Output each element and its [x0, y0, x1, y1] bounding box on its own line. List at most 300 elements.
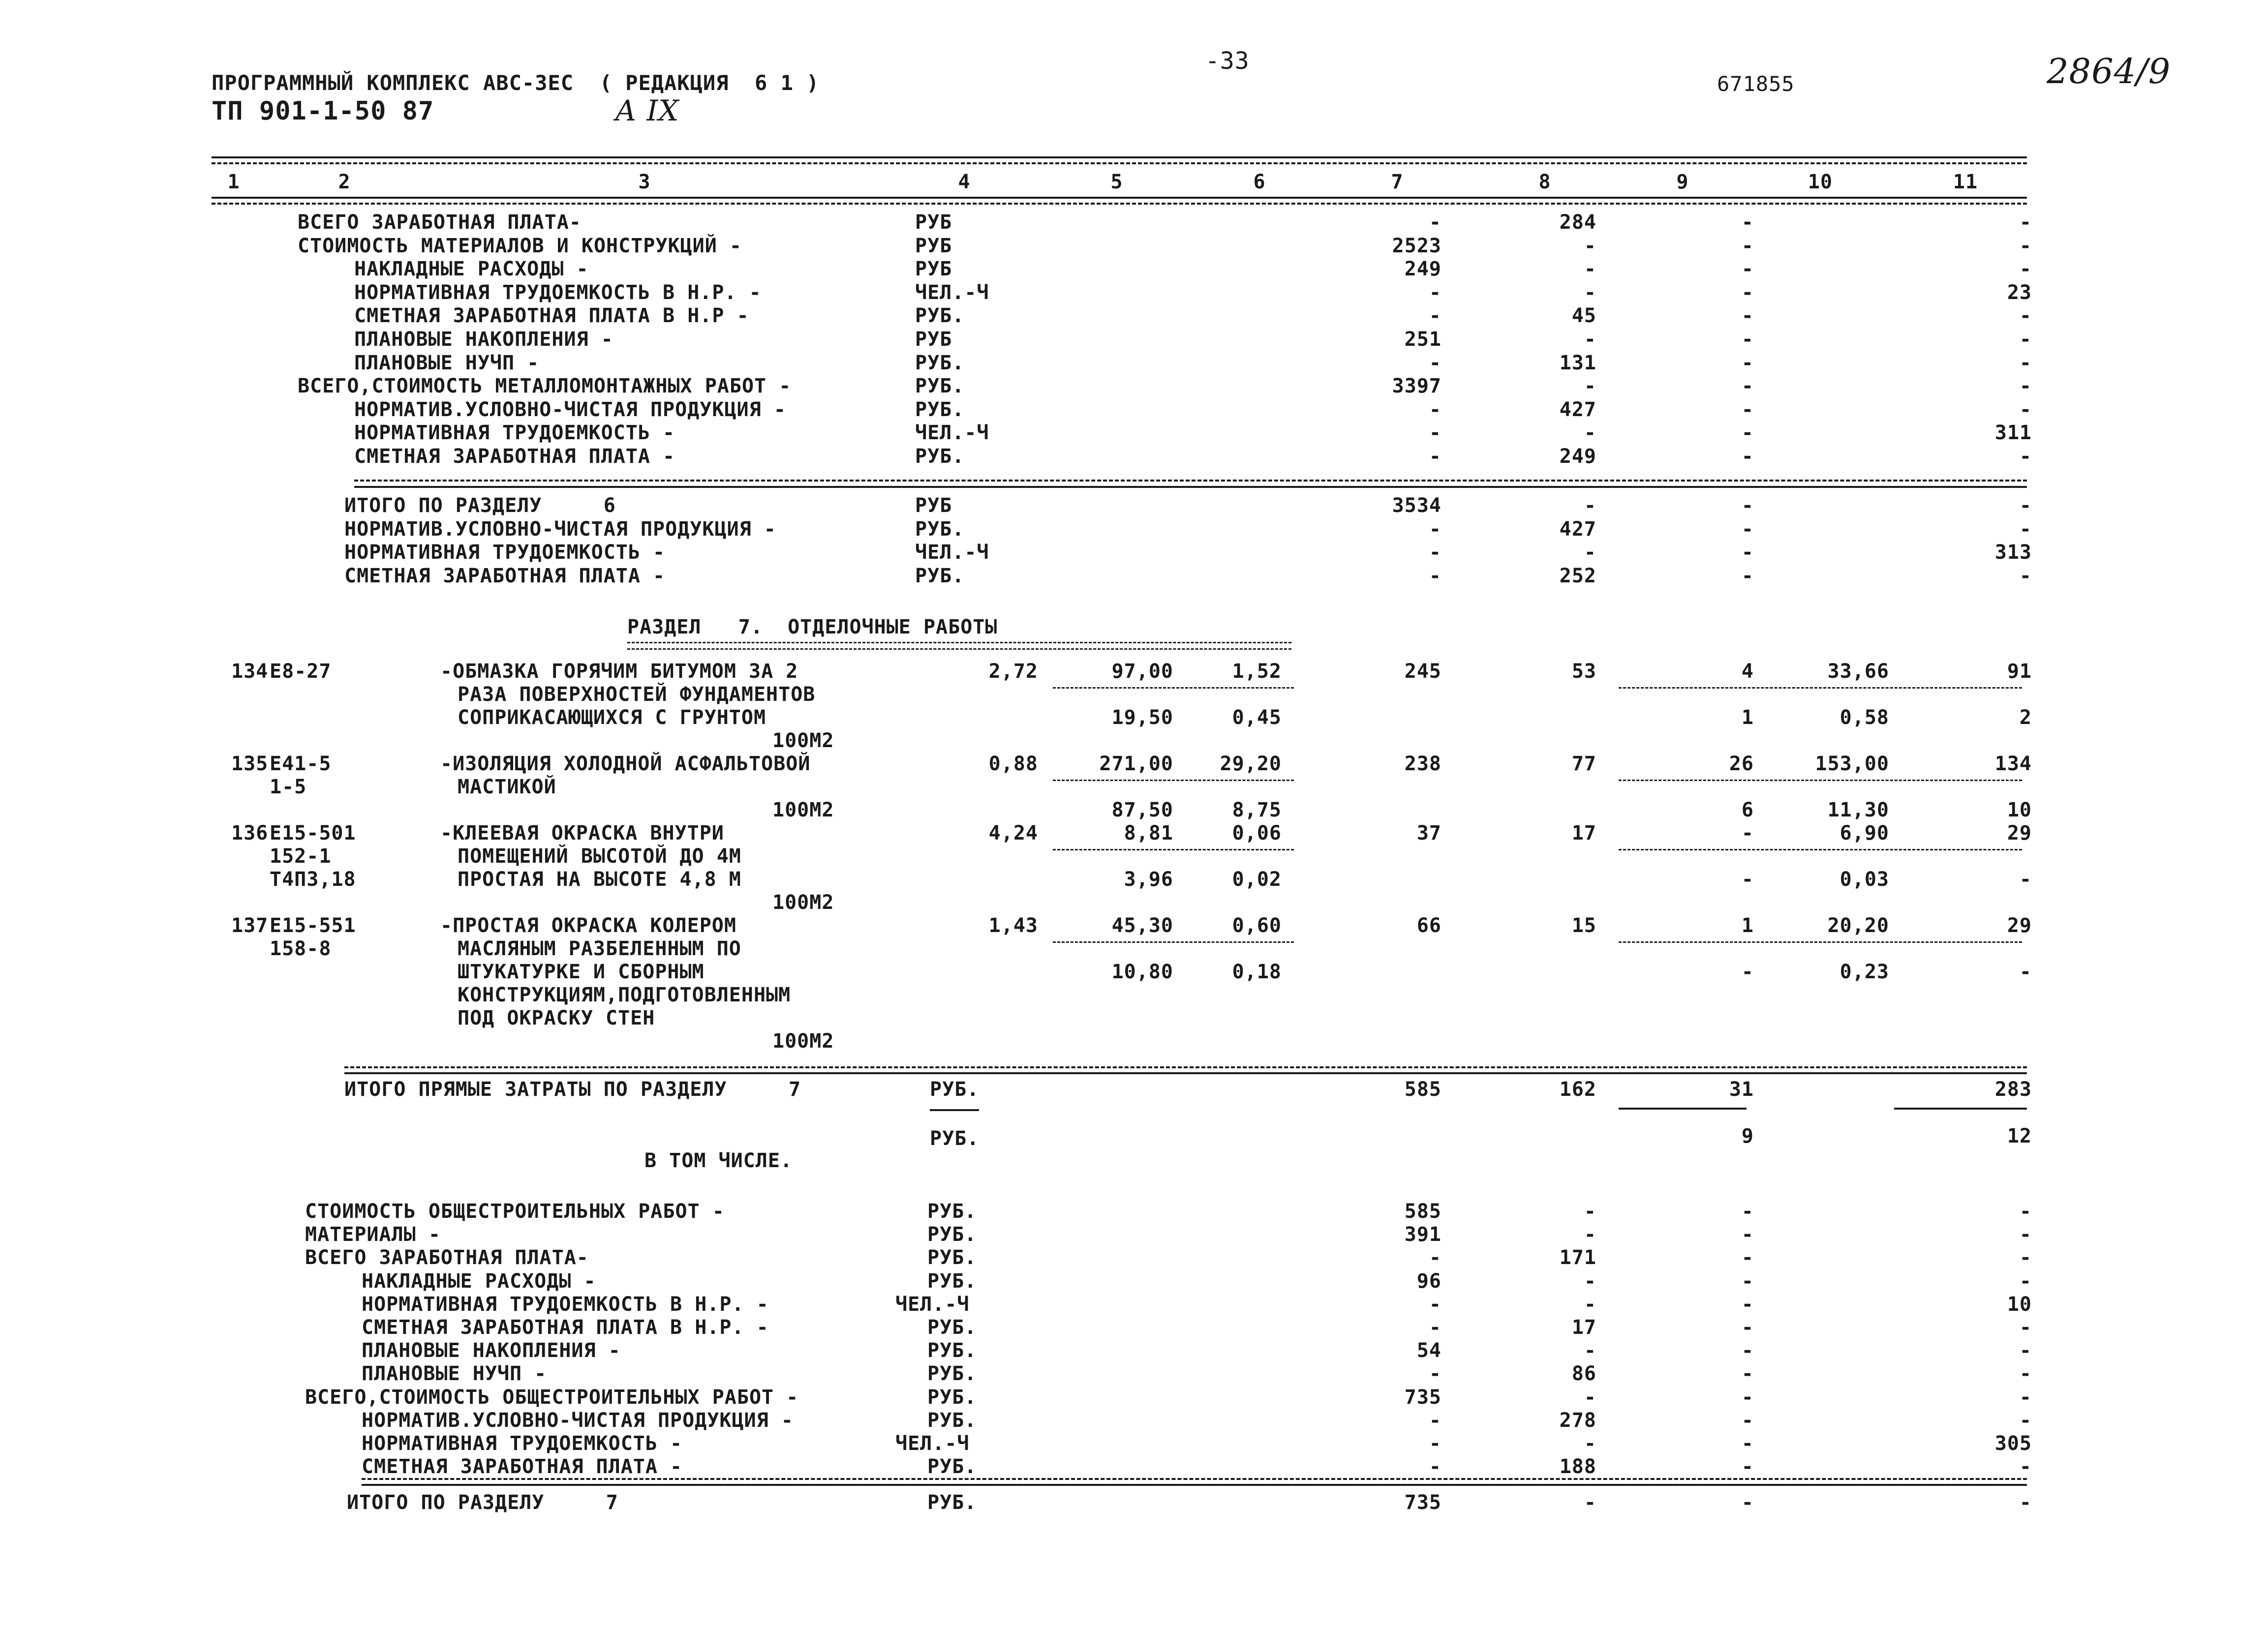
item-code: 1-5	[270, 776, 307, 798]
item-c9: -	[1741, 822, 1754, 845]
section7-title-underline	[627, 642, 1291, 643]
upper-row-c9: -	[1741, 351, 1754, 374]
upper-row-label: НАКЛАДНЫЕ РАСХОДЫ -	[354, 258, 589, 281]
upper-row-unit: РУБ	[915, 328, 952, 351]
item-description: -ОБМАЗКА ГОРЯЧИМ БИТУМОМ ЗА 2	[440, 660, 798, 683]
lower-row-unit: ЧЕЛ.-Ч	[895, 1293, 970, 1316]
lower-row-label: ВСЕГО,СТОИМОСТЬ ОБЩЕСТРОИТЕЛЬНЫХ РАБОТ -	[305, 1386, 799, 1409]
lower-row-c8: 86	[1571, 1362, 1596, 1386]
upper-row-c8: -	[1584, 281, 1596, 304]
item-divider	[1619, 687, 2022, 689]
column-number: 1	[227, 171, 240, 193]
upper-row-c8: 131	[1559, 351, 1596, 374]
lower-block-rule	[362, 1478, 2027, 1480]
section6-c7: -	[1429, 541, 1441, 564]
item-c8: 17	[1571, 822, 1596, 845]
lower-row-c7: 54	[1416, 1339, 1441, 1362]
section6-c8: -	[1584, 494, 1596, 517]
section6-c8: -	[1584, 541, 1596, 564]
section6-label: НОРМАТИВ.УСЛОВНО-ЧИСТАЯ ПРОДУКЦИЯ -	[344, 517, 776, 541]
column-number: 11	[1953, 171, 1978, 193]
lower-row-c11: -	[2019, 1316, 2032, 1339]
lower-row-c7: -	[1429, 1246, 1441, 1269]
item-unit: 100М2	[772, 729, 834, 752]
item-number: 136	[231, 822, 269, 845]
upper-row-c8: -	[1584, 422, 1596, 445]
section6-c11: -	[2019, 494, 2032, 517]
upper-block-rule-2	[354, 486, 2027, 488]
item-description: СОПРИКАСАЮЩИХСЯ С ГРУНТОМ	[458, 706, 766, 729]
item-code: Е41-5	[270, 753, 332, 775]
upper-row-c8: 45	[1571, 304, 1596, 328]
lower-row-c9: -	[1741, 1455, 1754, 1478]
item-c9: 1	[1741, 706, 1754, 729]
lower-row-label: ВСЕГО ЗАРАБОТНАЯ ПЛАТА-	[305, 1246, 589, 1269]
item-number: 137	[231, 914, 269, 937]
lower-row-c11: 305	[1994, 1432, 2032, 1455]
upper-row-label: НОРМАТИВНАЯ ТРУДОЕМКОСТЬ -	[354, 422, 675, 445]
item-c10: 0,03	[1839, 868, 1889, 891]
lower-row-c9: -	[1741, 1316, 1754, 1339]
item-unit-wage: 0,45	[1232, 706, 1282, 729]
item-quantity: 2,72	[988, 660, 1038, 683]
upper-row-label: СМЕТНАЯ ЗАРАБОТНАЯ ПЛАТА -	[354, 445, 675, 468]
item-c10: 0,23	[1839, 961, 1889, 983]
lower-row-c8: -	[1584, 1200, 1596, 1223]
item-unit-cost: 45,30	[1111, 914, 1173, 937]
section7-total-c11: -	[2019, 1491, 2032, 1514]
lower-row-c8: 188	[1559, 1455, 1596, 1478]
upper-row-c8: 284	[1559, 211, 1596, 234]
item-c8: 53	[1571, 660, 1596, 683]
project-stamp: А IX	[615, 94, 679, 127]
upper-row-c9: -	[1741, 375, 1754, 398]
item-description: КОНСТРУКЦИЯМ,ПОДГОТОВЛЕННЫМ	[458, 984, 791, 1006]
direct-total-rule-2	[344, 1072, 2027, 1074]
section7-title-underline-2	[627, 648, 1291, 650]
item-unit-wage: 0,60	[1232, 914, 1282, 937]
item-divider	[1619, 780, 2022, 781]
lower-row-unit: РУБ.	[927, 1200, 977, 1223]
upper-row-c9: -	[1741, 422, 1754, 445]
item-c9: 1	[1741, 914, 1754, 937]
direct-total-mark	[1619, 1108, 1747, 1110]
upper-row-c9: -	[1741, 234, 1754, 257]
item-c7: 245	[1404, 660, 1441, 683]
lower-row-c8: -	[1584, 1432, 1596, 1455]
item-divider	[1619, 849, 2022, 850]
item-unit-wage: 0,02	[1232, 868, 1282, 891]
upper-row-c7: 2523	[1392, 234, 1441, 257]
upper-row-unit: ЧЕЛ.-Ч	[915, 281, 989, 304]
direct-total-c8: 162	[1559, 1078, 1596, 1101]
lower-row-label: НОРМАТИВНАЯ ТРУДОЕМКОСТЬ В Н.Р. -	[362, 1293, 769, 1316]
upper-row-c11: -	[2019, 375, 2032, 398]
item-divider	[1053, 687, 1294, 689]
lower-row-c8: 278	[1559, 1409, 1596, 1432]
header-bottom-rule-2	[212, 203, 2027, 205]
upper-row-c8: -	[1584, 234, 1596, 257]
item-description: ПОД ОКРАСКУ СТЕН	[458, 1007, 655, 1029]
direct-total-rule	[344, 1066, 2027, 1068]
item-code: Т4П3,18	[270, 868, 356, 891]
item-c11: 134	[1994, 753, 2032, 775]
item-c9: 4	[1741, 660, 1754, 683]
item-quantity: 4,24	[988, 822, 1038, 845]
program-title: ПРОГРАММНЫЙ КОМПЛЕКС АВС-3ЕС ( РЕДАКЦИЯ 6 1 )	[212, 71, 820, 95]
item-c10: 33,66	[1827, 660, 1889, 683]
upper-row-label: ПЛАНОВЫЕ НУЧП -	[354, 351, 540, 374]
column-number: 4	[958, 171, 971, 193]
including-heading: В ТОМ ЧИСЛЕ.	[644, 1149, 793, 1172]
item-c9: 26	[1729, 753, 1754, 775]
column-number: 2	[338, 171, 351, 193]
lower-row-c11: -	[2019, 1386, 2032, 1409]
item-unit-wage: 29,20	[1220, 753, 1282, 775]
item-c7: 37	[1416, 822, 1441, 845]
lower-row-c8: -	[1584, 1223, 1596, 1246]
item-divider	[1053, 849, 1294, 850]
lower-row-c7: -	[1429, 1409, 1441, 1432]
upper-row-c7: 3397	[1392, 375, 1441, 398]
item-description: -ПРОСТАЯ ОКРАСКА КОЛЕРОМ	[440, 914, 736, 937]
lower-row-label: МАТЕРИАЛЫ -	[305, 1223, 441, 1246]
upper-row-c9: -	[1741, 258, 1754, 281]
item-divider	[1619, 941, 2022, 943]
column-number: 8	[1538, 171, 1551, 193]
lower-row-c7: -	[1429, 1293, 1441, 1316]
lower-row-c9: -	[1741, 1246, 1754, 1269]
item-c10: 11,30	[1827, 799, 1889, 821]
item-unit-cost: 10,80	[1111, 961, 1173, 983]
lower-row-c9: -	[1741, 1409, 1754, 1432]
item-divider	[1053, 941, 1294, 943]
direct-total-label: ИТОГО ПРЯМЫЕ ЗАТРАТЫ ПО РАЗДЕЛУ 7	[344, 1078, 801, 1101]
upper-row-c7: -	[1429, 304, 1441, 328]
lower-row-c8: -	[1584, 1339, 1596, 1362]
upper-row-label: СМЕТНАЯ ЗАРАБОТНАЯ ПЛАТА В Н.Р -	[354, 304, 749, 328]
section6-unit: РУБ.	[915, 564, 965, 587]
item-unit-wage: 8,75	[1232, 799, 1282, 821]
section6-label: НОРМАТИВНАЯ ТРУДОЕМКОСТЬ -	[344, 541, 666, 564]
upper-row-unit: ЧЕЛ.-Ч	[915, 422, 989, 445]
upper-row-c8: -	[1584, 328, 1596, 351]
upper-row-c8: 427	[1559, 398, 1596, 421]
item-c8: 77	[1571, 753, 1596, 775]
lower-row-label: ПЛАНОВЫЕ НУЧП -	[362, 1362, 547, 1386]
lower-row-unit: РУБ.	[927, 1386, 977, 1409]
item-unit-cost: 271,00	[1099, 753, 1173, 775]
item-unit-cost: 97,00	[1111, 660, 1173, 683]
section6-c9: -	[1741, 541, 1754, 564]
lower-row-c11: -	[2019, 1455, 2032, 1478]
item-code: Е8-27	[270, 660, 332, 683]
lower-row-c11: -	[2019, 1200, 2032, 1223]
upper-row-unit: РУБ.	[915, 304, 965, 328]
lower-row-c8: 17	[1571, 1316, 1596, 1339]
lower-row-c8: -	[1584, 1293, 1596, 1316]
section6-unit: РУБ	[915, 494, 952, 517]
header-top-rule-2	[212, 162, 2027, 164]
upper-row-c8: 249	[1559, 445, 1596, 468]
section6-c11: 313	[1994, 541, 2032, 564]
item-c7: 66	[1416, 914, 1441, 937]
upper-row-label: ВСЕГО,СТОИМОСТЬ МЕТАЛЛОМОНТАЖНЫХ РАБОТ -	[298, 375, 792, 398]
item-divider	[1053, 780, 1294, 781]
lower-row-unit: РУБ.	[927, 1269, 977, 1293]
lower-row-c11: 10	[2007, 1293, 2032, 1316]
section6-c11: -	[2019, 564, 2032, 587]
header-top-rule	[212, 156, 2027, 158]
upper-row-c11: -	[2019, 328, 2032, 351]
section6-label: ИТОГО ПО РАЗДЕЛУ 6	[344, 494, 616, 517]
item-unit-wage: 1,52	[1232, 660, 1282, 683]
upper-row-unit: РУБ.	[915, 398, 965, 421]
item-description: ШТУКАТУРКЕ И СБОРНЫМ	[458, 961, 705, 983]
lower-row-c7: -	[1429, 1455, 1441, 1478]
item-c10: 153,00	[1815, 753, 1889, 775]
lower-row-c9: -	[1741, 1293, 1754, 1316]
column-number: 10	[1808, 171, 1833, 193]
upper-row-c7: 249	[1404, 258, 1441, 281]
section7-title: РАЗДЕЛ 7. ОТДЕЛОЧНЫЕ РАБОТЫ	[627, 616, 998, 638]
item-c10: 20,20	[1827, 914, 1889, 937]
direct-total-c11: 283	[1994, 1078, 2032, 1101]
upper-row-c8: -	[1584, 258, 1596, 281]
item-description: ПОМЕЩЕНИЙ ВЫСОТОЙ ДО 4М	[458, 845, 741, 868]
item-code: 152-1	[270, 845, 332, 868]
handwritten-number: 2864/9	[2047, 51, 2171, 91]
item-number: 135	[231, 753, 269, 775]
item-description: МАСТИКОЙ	[458, 776, 556, 798]
lower-row-c11: -	[2019, 1223, 2032, 1246]
lower-row-c9: -	[1741, 1223, 1754, 1246]
section6-label: СМЕТНАЯ ЗАРАБОТНАЯ ПЛАТА -	[344, 564, 666, 587]
lower-row-c9: -	[1741, 1200, 1754, 1223]
upper-row-unit: РУБ.	[915, 375, 965, 398]
item-unit-wage: 0,18	[1232, 961, 1282, 983]
item-unit: 100М2	[772, 799, 834, 821]
project-code: ТП 901-1-50 87	[212, 96, 434, 126]
item-c11: 29	[2007, 914, 2032, 937]
item-unit-cost: 19,50	[1111, 706, 1173, 729]
upper-row-c11: 311	[1994, 422, 2032, 445]
item-c9: -	[1741, 868, 1754, 891]
item-c8: 15	[1571, 914, 1596, 937]
document-code: 671855	[1717, 72, 1795, 96]
lower-row-label: НОРМАТИВНАЯ ТРУДОЕМКОСТЬ -	[362, 1432, 683, 1455]
item-unit: 100М2	[772, 1030, 834, 1053]
column-number: 9	[1676, 171, 1689, 193]
upper-row-label: ВСЕГО ЗАРАБОТНАЯ ПЛАТА-	[298, 211, 582, 234]
direct-total-c11b: 12	[2007, 1125, 2032, 1147]
upper-row-c9: -	[1741, 445, 1754, 468]
upper-row-label: НОРМАТИВНАЯ ТРУДОЕМКОСТЬ В Н.Р. -	[354, 281, 762, 304]
upper-row-label: НОРМАТИВ.УСЛОВНО-ЧИСТАЯ ПРОДУКЦИЯ -	[354, 398, 786, 421]
direct-total-unit-2: РУБ.	[930, 1127, 980, 1150]
upper-row-c7: -	[1429, 351, 1441, 374]
item-code: Е15-551	[270, 914, 356, 937]
section7-total-c7: 735	[1404, 1491, 1441, 1514]
upper-row-unit: РУБ	[915, 258, 952, 281]
item-c7: 238	[1404, 753, 1441, 775]
upper-row-c7: -	[1429, 422, 1441, 445]
lower-block-rule-2	[362, 1484, 2027, 1486]
lower-row-unit: РУБ.	[927, 1223, 977, 1246]
section6-c8: 252	[1559, 564, 1596, 587]
section6-unit: РУБ.	[915, 517, 965, 541]
section6-c7: 3534	[1392, 494, 1441, 517]
lower-row-label: НАКЛАДНЫЕ РАСХОДЫ -	[362, 1269, 596, 1293]
column-number: 5	[1110, 171, 1123, 193]
item-description: -ИЗОЛЯЦИЯ ХОЛОДНОЙ АСФАЛЬТОВОЙ	[440, 753, 811, 775]
item-c9: -	[1741, 961, 1754, 983]
header-bottom-rule	[212, 197, 2027, 199]
item-unit: 100М2	[772, 891, 834, 914]
upper-row-c9: -	[1741, 281, 1754, 304]
lower-row-c7: -	[1429, 1362, 1441, 1386]
lower-row-c7: -	[1429, 1432, 1441, 1455]
lower-row-c9: -	[1741, 1339, 1754, 1362]
item-quantity: 1,43	[988, 914, 1038, 937]
item-code: Е15-501	[270, 822, 356, 845]
section6-c11: -	[2019, 517, 2032, 541]
item-c11: 10	[2007, 799, 2032, 821]
item-unit-cost: 87,50	[1111, 799, 1173, 821]
section6-c7: -	[1429, 517, 1441, 541]
lower-row-unit: РУБ.	[927, 1455, 977, 1478]
lower-row-unit: ЧЕЛ.-Ч	[895, 1432, 970, 1455]
lower-row-c8: 171	[1559, 1246, 1596, 1269]
upper-row-c11: -	[2019, 234, 2032, 257]
lower-row-c8: -	[1584, 1386, 1596, 1409]
lower-row-unit: РУБ.	[927, 1246, 977, 1269]
lower-row-c8: -	[1584, 1269, 1596, 1293]
column-number: 7	[1391, 171, 1404, 193]
lower-row-c11: -	[2019, 1246, 2032, 1269]
item-unit-cost: 8,81	[1124, 822, 1173, 845]
lower-row-c9: -	[1741, 1269, 1754, 1293]
upper-row-unit: РУБ	[915, 211, 952, 234]
upper-row-c11: 23	[2007, 281, 2032, 304]
upper-row-c7: -	[1429, 281, 1441, 304]
item-c9: 6	[1741, 799, 1754, 821]
upper-row-c9: -	[1741, 211, 1754, 234]
upper-row-c7: -	[1429, 398, 1441, 421]
direct-total-c9: 31	[1729, 1078, 1754, 1101]
lower-row-unit: РУБ.	[927, 1409, 977, 1432]
upper-row-c11: -	[2019, 351, 2032, 374]
lower-row-unit: РУБ.	[927, 1362, 977, 1386]
lower-row-c7: 96	[1416, 1269, 1441, 1293]
lower-row-c7: 391	[1404, 1223, 1441, 1246]
page-number: -33	[1205, 47, 1250, 75]
item-c11: -	[2019, 868, 2032, 891]
upper-row-c11: -	[2019, 445, 2032, 468]
direct-total-unit: РУБ.	[930, 1078, 980, 1101]
upper-block-rule	[354, 480, 2027, 482]
section6-unit: ЧЕЛ.-Ч	[915, 541, 989, 564]
item-c11: -	[2019, 961, 2032, 983]
lower-row-label: СМЕТНАЯ ЗАРАБОТНАЯ ПЛАТА В Н.Р. -	[362, 1316, 769, 1339]
lower-row-c11: -	[2019, 1362, 2032, 1386]
item-description: ПРОСТАЯ НА ВЫСОТЕ 4,8 М	[458, 868, 741, 891]
lower-row-label: СМЕТНАЯ ЗАРАБОТНАЯ ПЛАТА -	[362, 1455, 683, 1478]
upper-row-unit: РУБ	[915, 234, 952, 257]
upper-row-c9: -	[1741, 328, 1754, 351]
item-c10: 0,58	[1839, 706, 1889, 729]
lower-row-label: ПЛАНОВЫЕ НАКОПЛЕНИЯ -	[362, 1339, 621, 1362]
item-description: РАЗА ПОВЕРХНОСТЕЙ ФУНДАМЕНТОВ	[458, 683, 816, 706]
section7-total-unit: РУБ.	[927, 1491, 977, 1514]
upper-row-unit: РУБ.	[915, 351, 965, 374]
item-c10: 6,90	[1839, 822, 1889, 845]
upper-row-c11: -	[2019, 211, 2032, 234]
lower-row-unit: РУБ.	[927, 1316, 977, 1339]
direct-total-c9b: 9	[1741, 1125, 1754, 1147]
section6-c8: 427	[1559, 517, 1596, 541]
lower-row-label: СТОИМОСТЬ ОБЩЕСТРОИТЕЛЬНЫХ РАБОТ -	[305, 1200, 725, 1223]
item-c11: 2	[2019, 706, 2032, 729]
upper-row-unit: РУБ.	[915, 445, 965, 468]
upper-row-c7: 251	[1404, 328, 1441, 351]
item-description: МАСЛЯНЫМ РАЗБЕЛЕННЫМ ПО	[458, 937, 741, 960]
item-c11: 91	[2007, 660, 2032, 683]
lower-row-unit: РУБ.	[927, 1339, 977, 1362]
lower-row-c9: -	[1741, 1386, 1754, 1409]
item-unit-cost: 3,96	[1124, 868, 1173, 891]
lower-row-c7: 585	[1404, 1200, 1441, 1223]
upper-row-c11: -	[2019, 304, 2032, 328]
section7-total-label: ИТОГО ПО РАЗДЕЛУ 7	[347, 1491, 618, 1514]
upper-row-c8: -	[1584, 375, 1596, 398]
section6-c7: -	[1429, 564, 1441, 587]
column-number: 3	[638, 171, 651, 193]
lower-row-c11: -	[2019, 1409, 2032, 1432]
lower-row-c7: -	[1429, 1316, 1441, 1339]
item-code: 158-8	[270, 937, 332, 960]
direct-total-c7: 585	[1404, 1078, 1441, 1101]
section7-total-c8: -	[1584, 1491, 1596, 1514]
lower-row-c9: -	[1741, 1362, 1754, 1386]
item-quantity: 0,88	[988, 753, 1038, 775]
upper-row-c9: -	[1741, 398, 1754, 421]
section6-c9: -	[1741, 494, 1754, 517]
upper-row-label: ПЛАНОВЫЕ НАКОПЛЕНИЯ -	[354, 328, 613, 351]
item-unit-wage: 0,06	[1232, 822, 1282, 845]
lower-row-c11: -	[2019, 1339, 2032, 1362]
section6-c9: -	[1741, 564, 1754, 587]
item-description: -КЛЕЕВАЯ ОКРАСКА ВНУТРИ	[440, 822, 724, 845]
direct-total-mark	[1894, 1108, 2027, 1110]
direct-total-mark	[930, 1109, 979, 1111]
lower-row-c11: -	[2019, 1269, 2032, 1293]
lower-row-label: НОРМАТИВ.УСЛОВНО-ЧИСТАЯ ПРОДУКЦИЯ -	[362, 1409, 794, 1432]
lower-row-c7: 735	[1404, 1386, 1441, 1409]
upper-row-c11: -	[2019, 398, 2032, 421]
section7-total-c9: -	[1741, 1491, 1754, 1514]
upper-row-c7: -	[1429, 445, 1441, 468]
lower-row-c9: -	[1741, 1432, 1754, 1455]
item-c11: 29	[2007, 822, 2032, 845]
upper-row-c7: -	[1429, 211, 1441, 234]
item-number: 134	[231, 660, 269, 683]
upper-row-c9: -	[1741, 304, 1754, 328]
section6-c9: -	[1741, 517, 1754, 541]
upper-row-label: СТОИМОСТЬ МАТЕРИАЛОВ И КОНСТРУКЦИЙ -	[298, 234, 742, 257]
column-number: 6	[1253, 171, 1266, 193]
upper-row-c11: -	[2019, 258, 2032, 281]
